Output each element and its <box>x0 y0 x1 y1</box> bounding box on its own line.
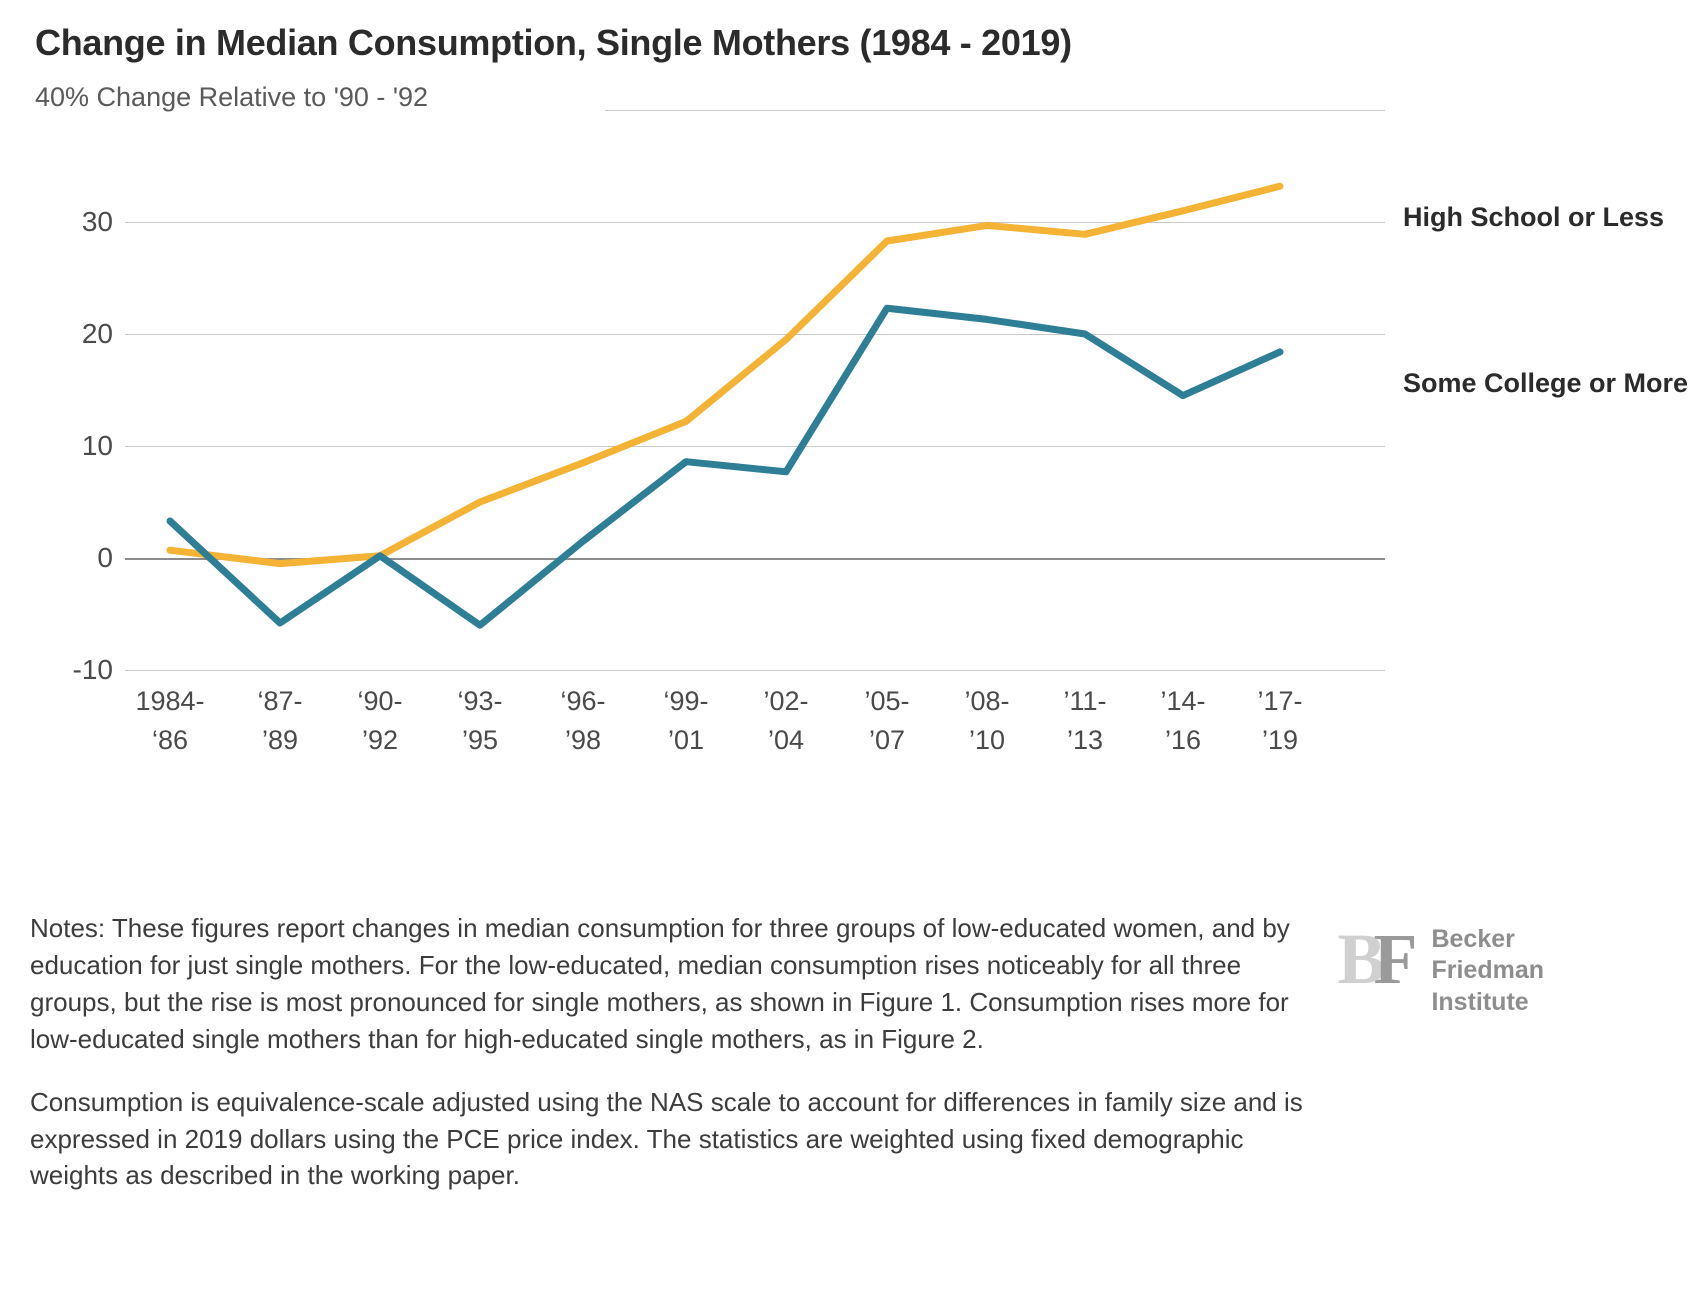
y-tick-10: 10 <box>81 430 113 461</box>
x-tick-4 <box>560 682 605 760</box>
x-tick-9 <box>1063 682 1106 760</box>
notes-block <box>30 910 1330 1220</box>
x-tick-line2: ’98 <box>564 725 602 756</box>
bfi-logo <box>1337 920 1544 1018</box>
series-lines <box>125 110 1385 670</box>
x-tick-line2: ‘86 <box>151 725 189 756</box>
x-tick-10 <box>1160 682 1205 760</box>
x-tick-5 <box>663 682 708 760</box>
x-tick-8 <box>964 682 1009 760</box>
x-tick-line1: ’05- <box>864 686 910 716</box>
x-tick-line2: ’13 <box>1066 725 1104 756</box>
x-tick-line1: ’14- <box>1160 686 1206 716</box>
x-tick-line1: ‘99- <box>663 686 709 716</box>
series-label-high-school: High School or Less <box>1403 202 1665 232</box>
logo-line-2: Friedman <box>1431 956 1544 985</box>
x-tick-line2: ’10 <box>968 725 1006 756</box>
bfi-logo-mark-icon <box>1337 920 1417 998</box>
x-tick-line2: ’07 <box>868 725 906 756</box>
y-tick-0: 0 <box>97 542 113 573</box>
logo-letter-f: F <box>1373 919 1418 999</box>
x-axis-ticks <box>125 682 1385 772</box>
x-tick-line2: ’89 <box>261 725 299 756</box>
x-tick-0 <box>135 682 204 760</box>
x-tick-3 <box>457 682 502 760</box>
x-tick-line1: ‘90- <box>357 686 403 716</box>
x-tick-line1: ’11- <box>1063 686 1107 716</box>
x-tick-line2: ’19 <box>1261 725 1299 756</box>
notes-paragraph-1: Notes: These figures report changes in median consumption for three groups of low-educated women, and by education for just single mothers. For the low-educated, median consumption rises noticeably for all three groups, but the rise is most pronounced for single mothers, as shown in Figure 1. Consumption rises more for low-educated single mothers than for high-educated single mothers, as in Figure 2. <box>30 913 1290 1054</box>
line-some-college-or-more <box>170 308 1280 625</box>
y-tick-20: 20 <box>81 318 113 349</box>
x-tick-line2: ’95 <box>461 725 499 756</box>
logo-line-3: Institute <box>1431 987 1529 1016</box>
series-label-some-college: Some College or More <box>1403 368 1689 398</box>
x-tick-line2: ’16 <box>1164 725 1202 756</box>
x-tick-11 <box>1257 682 1302 760</box>
x-tick-1 <box>257 682 302 760</box>
x-tick-line1: ‘87- <box>257 686 303 716</box>
x-tick-line2: ’01 <box>667 725 705 756</box>
x-tick-line1: ‘96- <box>560 686 606 716</box>
line-high-school-or-less <box>170 186 1280 563</box>
x-tick-line1: ’02- <box>763 686 809 716</box>
gridline-minus10 <box>125 670 1385 671</box>
x-tick-line2: ’04 <box>767 725 805 756</box>
plot-area <box>72 110 1689 685</box>
y-tick-minus10: -10 <box>72 654 113 685</box>
x-tick-7 <box>864 682 909 760</box>
notes-paragraph-2: Consumption is equivalence-scale adjusted using the NAS scale to account for differences in family size and is expressed in 2019 dollars using the PCE price index. The statistics are weighted using fixed demographic weights as described in the working paper. <box>30 1086 1303 1191</box>
x-tick-2 <box>357 682 402 760</box>
y-tick-30: 30 <box>81 206 113 237</box>
page-title: Change in Median Consumption, Single Mothers (1984 - 2019) <box>35 22 1072 63</box>
logo-letter-b: B <box>1337 919 1386 999</box>
bfi-logo-text <box>1431 920 1544 1018</box>
x-tick-line1: ’17- <box>1257 686 1303 716</box>
x-tick-line2: ’92 <box>361 725 399 756</box>
x-tick-line1: 1984- <box>135 686 205 716</box>
logo-line-1: Becker <box>1431 925 1515 953</box>
x-tick-line1: ’08- <box>964 686 1010 716</box>
y-axis-label: 40% Change Relative to '90 - '92 <box>35 82 429 112</box>
x-tick-line1: ‘93- <box>457 686 503 716</box>
chart-container <box>30 82 1689 772</box>
x-tick-6 <box>763 682 808 760</box>
